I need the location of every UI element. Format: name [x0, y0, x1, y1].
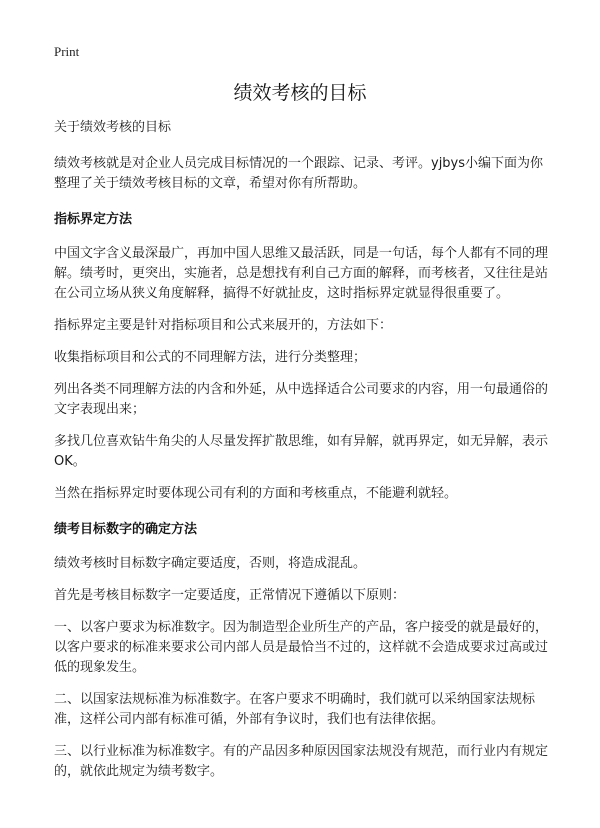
- section-heading-indicator-definition: 指标界定方法: [54, 212, 133, 227]
- intro-paragraph: 绩效考核就是对企业人员完成目标情况的一个跟踪、记录、考评。yjbys小编下面为你整理了关于绩效考核目标的文章，希望对你有所帮助。: [54, 156, 544, 191]
- paragraph: 指标界定主要是针对指标项目和公式来展开的，方法如下：: [54, 318, 393, 333]
- article-body: [54, 118, 554, 782]
- print-link[interactable]: Print: [54, 44, 80, 59]
- paragraph: 收集指标项目和公式的不同理解方法，进行分类整理；: [54, 350, 367, 365]
- paragraph: 多找几位喜欢钻牛角尖的人尽量发挥扩散思维，如有异解，就再界定，如无异解，表示OK。: [54, 434, 549, 469]
- paragraph: 绩效考核时目标数字确定要适度，否则，将造成混乱。: [54, 556, 367, 571]
- paragraph: 三、以行业标准为标准数字。有的产品因多种原因国家法规没有规范，而行业内有规定的，就依此规定为绩考数字。: [54, 744, 549, 779]
- section-heading-target-numbers: 绩考目标数字的确定方法: [54, 522, 198, 537]
- paragraph: 当然在指标界定时要体现公司有利的方面和考核重点，不能避利就轻。: [54, 486, 458, 501]
- paragraph: 首先是考核目标数字一定要适度，正常情况下遵循以下原则：: [54, 588, 406, 603]
- paragraph: 一、以客户要求为标准数字。因为制造型企业所生产的产品，客户接受的就是最好的，以客户要求的标准来要求公司内部人员是最恰当不过的，这样就不会造成要求过高或过低的现象发生。: [54, 620, 549, 675]
- page-title: 绩效考核的目标: [233, 82, 367, 104]
- paragraph: 二、以国家法规标准为标准数字。在客户要求不明确时，我们就可以采纳国家法规标准，这样公司内部有标准可循，外部有争议时，我们也有法律依据。: [54, 692, 536, 727]
- article-subtitle: 关于绩效考核的目标: [54, 120, 172, 135]
- paragraph: 中国文字含义最深最广，再加中国人思维又最活跃，同是一句话，每个人都有不同的理解。绩考时，更突出，实施者，总是想找有利自己方面的解释，而考核者，又往往是站在公司立场从狭义角度解释，搞得不好就扯皮，这时指标界定就显得很重要了。: [54, 246, 549, 301]
- paragraph: 列出各类不同理解方法的内含和外延，从中选择适合公司要求的内容，用一句最通俗的文字表现出来；: [54, 382, 549, 417]
